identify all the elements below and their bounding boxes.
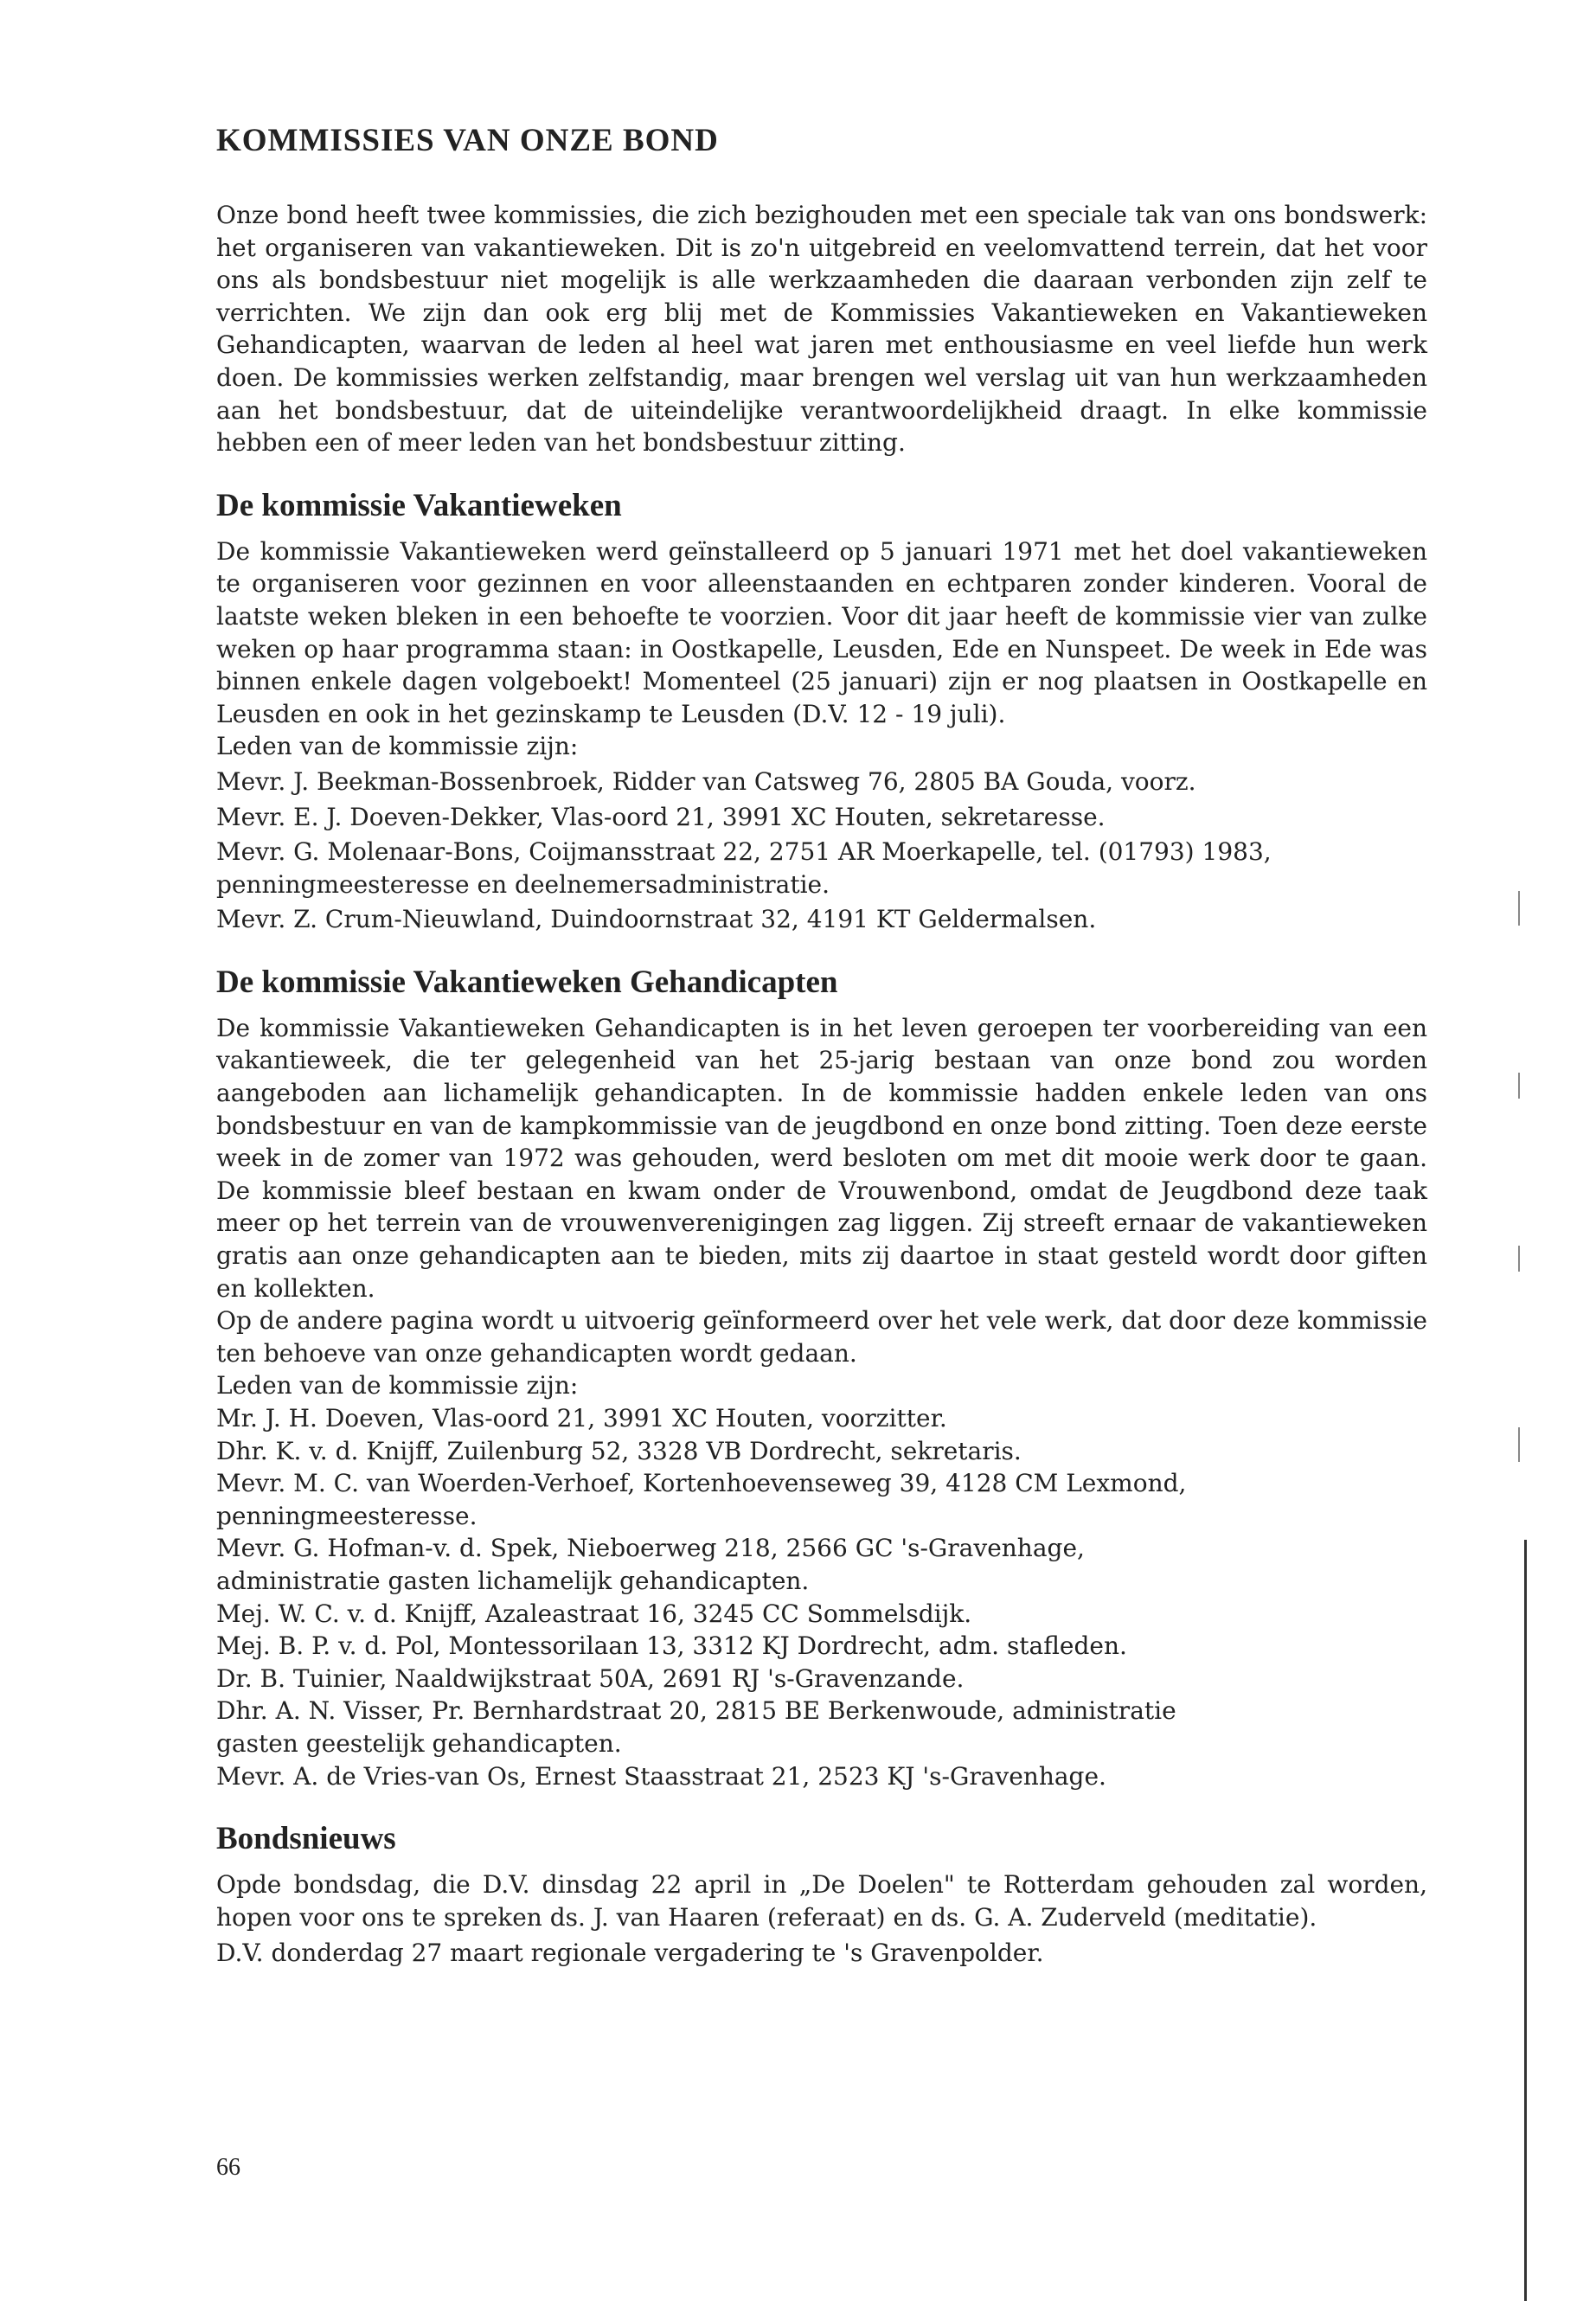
member-line: Mevr. E. J. Doeven-Dekker, Vlas-oord 21, 3991 XC Houten, sekretaresse. xyxy=(216,802,1106,831)
member-line: Mevr. J. Beekman-Bossenbroek, Ridder van Catsweg 76, 2805 BA Gouda, voorz. xyxy=(216,766,1196,796)
bondsnieuws-paragraph: Opde bondsdag, die D.V. dinsdag 22 april in „De Doelen" te Rotterdam gehouden zal worden, hopen voor ons te spreken ds. J. van Haaren (referaat) en ds. G. A. Zuderveld (meditatie). xyxy=(216,1870,1427,1932)
binding-tick-mark xyxy=(1518,1073,1520,1099)
member-entry xyxy=(216,1663,1427,1695)
binding-tick-mark xyxy=(1518,891,1520,926)
gehandicapten-paragraph: De kommissie Vakantieweken Gehandicapten is in het leven geroepen ter voorbereiding van een vakantieweek, die ter gelegenheid van het 25-jarig bestaan van onze bond zou worden aangeboden aan lichamelijk gehandicapten. In de kommissie hadden enkele leden van ons bondsbestuur en van de kampkommissie van de jeugdbond en onze bond zitting. Toen deze eerste week in de zomer van 1972 was gehouden, werd besloten om met dit mooie werk door te gaan. De kommissie bleef bestaan en kwam onder de Vrouwenbond, omdat de Jeugdbond deze taak meer op het terrein van de vrouwenverenigingen zag liggen. Zij streeft ernaar de vakantieweken gratis aan onze gehandicapten aan te bieden, mits zij daartoe in staat gesteld wordt door giften en kollekten. xyxy=(216,1013,1427,1303)
intro-paragraph: Onze bond heeft twee kommissies, die zich bezighouden met een speciale tak van ons bondswerk: het organiseren van vakantieweken. Dit is zo'n uitgebreid en veelomvattend terrein, dat het voor ons als bondsbestuur niet mogelijk is alle werkzaamheden die daaraan verbonden zijn zelf te verrichten. We zijn dan ook erg blij met de Kommissies Vakantieweken en Vakantieweken Gehandicapten, waarvan de leden al heel wat jaren met enthousiasme en veel liefde hun werk doen. De kommissies werken zelfstandig, maar brengen wel verslag uit van hun werkzaamheden aan het bondsbestuur, dat de uiteindelijke verantwoordelijkheid draagt. In elke kommissie hebben een of meer leden van het bondsbestuur zitting. xyxy=(216,201,1427,458)
section-title-bondsnieuws: Bondsnieuws xyxy=(216,1821,396,1857)
member-entry xyxy=(216,801,1427,834)
member-entry xyxy=(216,1760,1427,1793)
section-title-vakantieweken: De kommissie Vakantieweken xyxy=(216,487,622,523)
bondsnieuws-paragraph-2: D.V. donderdag 27 maart regionale vergadering te 's Gravenpolder. xyxy=(216,1939,1044,1968)
member-entry xyxy=(216,1598,1427,1631)
gehandicapten-paragraph-2: Op de andere pagina wordt u uitvoerig geïnformeerd over het vele werk, dat door deze kommissie ten behoeve van onze gehandicapten wordt gedaan. xyxy=(216,1306,1427,1368)
vakantieweken-member-list xyxy=(216,766,1427,936)
member-line: Mej. W. C. v. d. Knijff, Azaleastraat 16, 3245 CC Sommelsdijk. xyxy=(216,1599,972,1628)
member-entry xyxy=(216,766,1427,798)
member-entry xyxy=(216,836,1427,901)
member-line: Dr. B. Tuinier, Naaldwijkstraat 50A, 2691 RJ 's-Gravenzande. xyxy=(216,1663,965,1693)
member-line: Mej. B. P. v. d. Pol, Montessorilaan 13, 3312 KJ Dordrecht, adm. stafleden. xyxy=(216,1631,1127,1661)
member-line-continued: administratie gasten lichamelijk gehandicapten. xyxy=(216,1566,810,1595)
member-line: Mevr. G. Hofman-v. d. Spek, Nieboerweg 218, 2566 GC 's-Gravenhage, xyxy=(216,1534,1085,1563)
member-line: Dhr. K. v. d. Knijff, Zuilenburg 52, 3328 VB Dordrecht, sekretaris. xyxy=(216,1436,1022,1465)
member-entry xyxy=(216,1630,1427,1663)
binding-tick-mark xyxy=(1518,1427,1520,1462)
binding-edge-line xyxy=(1524,1540,1527,2301)
member-entry xyxy=(216,1695,1427,1759)
member-line: Dhr. A. N. Visser, Pr. Bernhardstraat 20, 2815 BE Berkenwoude, administratie xyxy=(216,1696,1176,1726)
member-line-continued: gasten geestelijk gehandicapten. xyxy=(216,1728,622,1758)
page-title: KOMMISSIES VAN ONZE BOND xyxy=(216,123,719,158)
gehandicapten-member-list xyxy=(216,1402,1427,1792)
member-line: Mevr. A. de Vries-van Os, Ernest Staasstraat 21, 2523 KJ 's-Gravenhage. xyxy=(216,1761,1106,1791)
binding-tick-mark xyxy=(1518,1246,1520,1272)
page-number: 66 xyxy=(216,2154,240,2181)
member-entry xyxy=(216,1467,1427,1532)
member-line: Mr. J. H. Doeven, Vlas-oord 21, 3991 XC Houten, voorzitter. xyxy=(216,1404,947,1433)
member-line-continued: penningmeesteresse en deelnemersadministratie. xyxy=(216,869,830,899)
vakantieweken-paragraph: De kommissie Vakantieweken werd geïnstalleerd op 5 januari 1971 met het doel vakantieweken te organiseren voor gezinnen en voor alleenstaanden en echtparen zonder kinderen. Vooral de laatste weken bleken in een behoefte te voorzien. Voor dit jaar heeft de kommissie vier van zulke weken op haar programma staan: in Oostkapelle, Leusden, Ede en Nunspeet. De week in Ede was binnen enkele dagen volgeboekt! Momenteel (25 januari) zijn er nog plaatsen in Oostkapelle en Leusden en ook in het gezinskamp te Leusden (D.V. 12 - 19 juli). xyxy=(216,536,1427,728)
member-line-continued: penningmeesteresse. xyxy=(216,1501,478,1530)
member-entry xyxy=(216,1402,1427,1435)
member-entry xyxy=(216,1435,1427,1468)
section-title-gehandicapten: De kommissie Vakantieweken Gehandicapten xyxy=(216,964,838,1000)
vakantieweken-members-label: Leden van de kommissie zijn: xyxy=(216,732,579,761)
member-line: Mevr. G. Molenaar-Bons, Coijmansstraat 22, 2751 AR Moerkapelle, tel. (01793) 1983, xyxy=(216,837,1272,867)
member-entry xyxy=(216,1532,1427,1597)
gehandicapten-members-label: Leden van de kommissie zijn: xyxy=(216,1371,579,1400)
member-line: Mevr. M. C. van Woerden-Verhoef, Kortenhoevenseweg 39, 4128 CM Lexmond, xyxy=(216,1469,1187,1498)
member-line: Mevr. Z. Crum-Nieuwland, Duindoornstraat 32, 4191 KT Geldermalsen. xyxy=(216,905,1097,934)
page-content xyxy=(216,121,1427,1970)
member-entry xyxy=(216,903,1427,936)
